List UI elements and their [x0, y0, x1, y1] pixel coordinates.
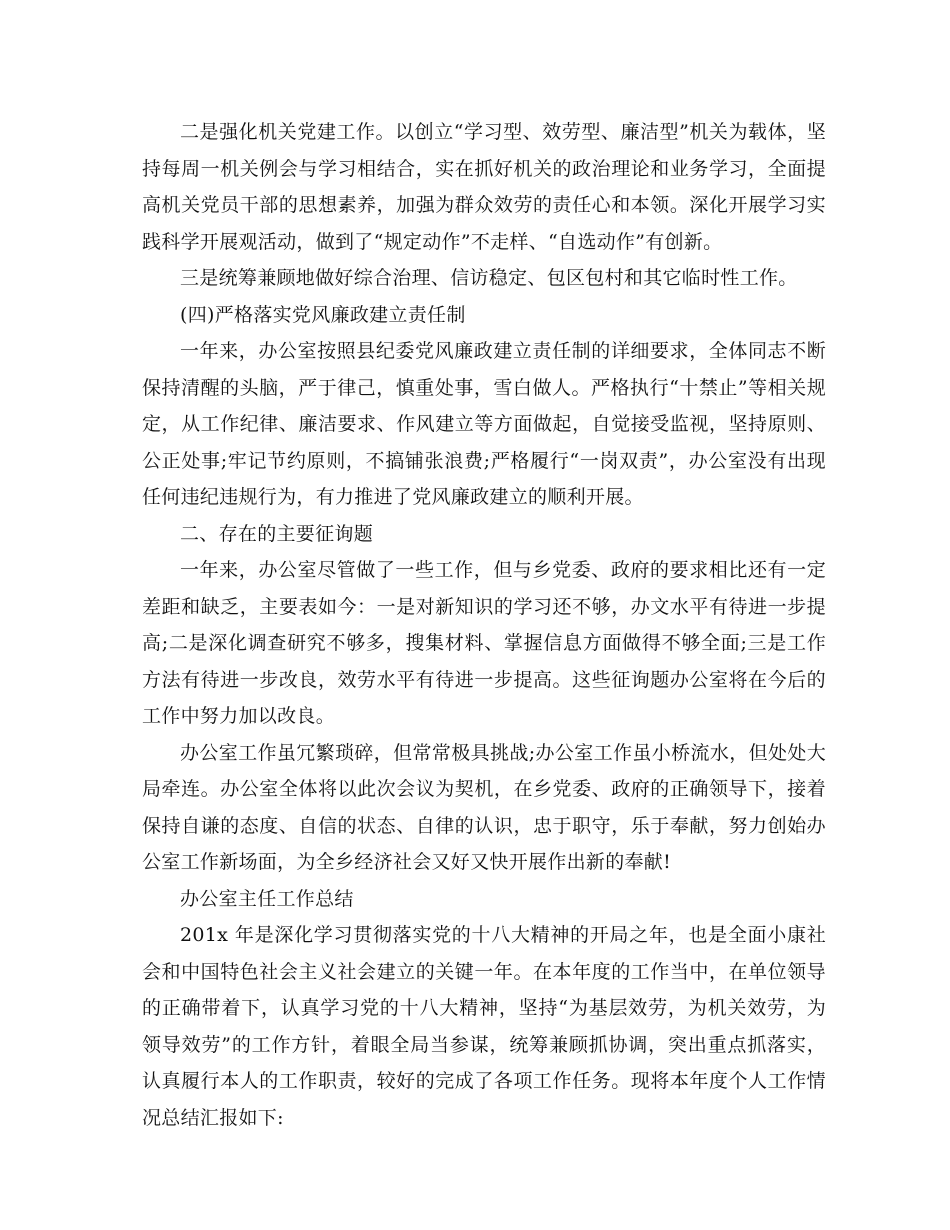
paragraph-outlook: 办公室工作虽冗繁琐碎，但常常极具挑战;办公室工作虽小桥流水，但处处大局牵连。办公室全体将以此次会议为契机，在乡党委、政府的正确领导下，接着保持自谦的态度、自信的状态、自律的认识，忠于职守，乐于奉献，努力创始办公室工作新场面，为全乡经济社会又好又快开展作出新的奉献! [142, 741, 826, 873]
document-body [142, 114, 826, 1136]
paragraph-party-building: 二是强化机关党建工作。以创立“学习型、效劳型、廉洁型”机关为载体，坚持每周一机关例会与学习相结合，实在抓好机关的政治理论和业务学习，全面提高机关党员干部的思想素养，加强为群众效劳的责任心和本领。深化开展学习实践科学开展观活动，做到了“规定动作”不走样、“自选动作”有创新。 [142, 121, 826, 253]
document-subtitle: 办公室主任工作总结 [180, 887, 354, 910]
section-heading-integrity: (四)严格落实党风廉政建立责任制 [180, 303, 466, 326]
paragraph-integrity-responsibility: 一年来，办公室按照县纪委党风廉政建立责任制的详细要求，全体同志不断保持清醒的头脑，严于律己，慎重处事，雪白做人。严格执行“十禁止”等相关规定，从工作纪律、廉洁要求、作风建立等方面做起，自觉接受监视，坚持原则、公正处事;牢记节约原则，不搞铺张浪费;严格履行“一岗双责”，办公室没有出现任何违纪违规行为，有力推进了党风廉政建立的顺利开展。 [142, 340, 826, 508]
paragraph-problems: 一年来，办公室尽管做了一些工作，但与乡党委、政府的要求相比还有一定差距和缺乏，主要表如今：一是对新知识的学习还不够，办文水平有待进一步提高;二是深化调查研究不够多，搜集材料、掌握信息方面做得不够全面;三是工作方法有待进一步改良，效劳水平有待进一步提高。这些征询题办公室将在今后的工作中努力加以改良。 [142, 559, 826, 727]
paragraph-annual-summary: 201x 年是深化学习贯彻落实党的十八大精神的开局之年，也是全面小康社会和中国特色社会主义社会建立的关键一年。在本年度的工作当中，在单位领导的正确带着下，认真学习党的十八大精神，坚持“为基层效劳，为机关效劳，为领导效劳”的工作方针，着眼全局当参谋，统筹兼顾抓协调，突出重点抓落实，认真履行本人的工作职责，较好的完成了各项工作任务。现将本年度个人工作情况总结汇报如下: [142, 924, 826, 1129]
paragraph-comprehensive-work: 三是统筹兼顾地做好综合治理、信访稳定、包区包村和其它临时性工作。 [180, 267, 798, 289]
section-heading-problems: 二、存在的主要征询题 [180, 522, 374, 545]
